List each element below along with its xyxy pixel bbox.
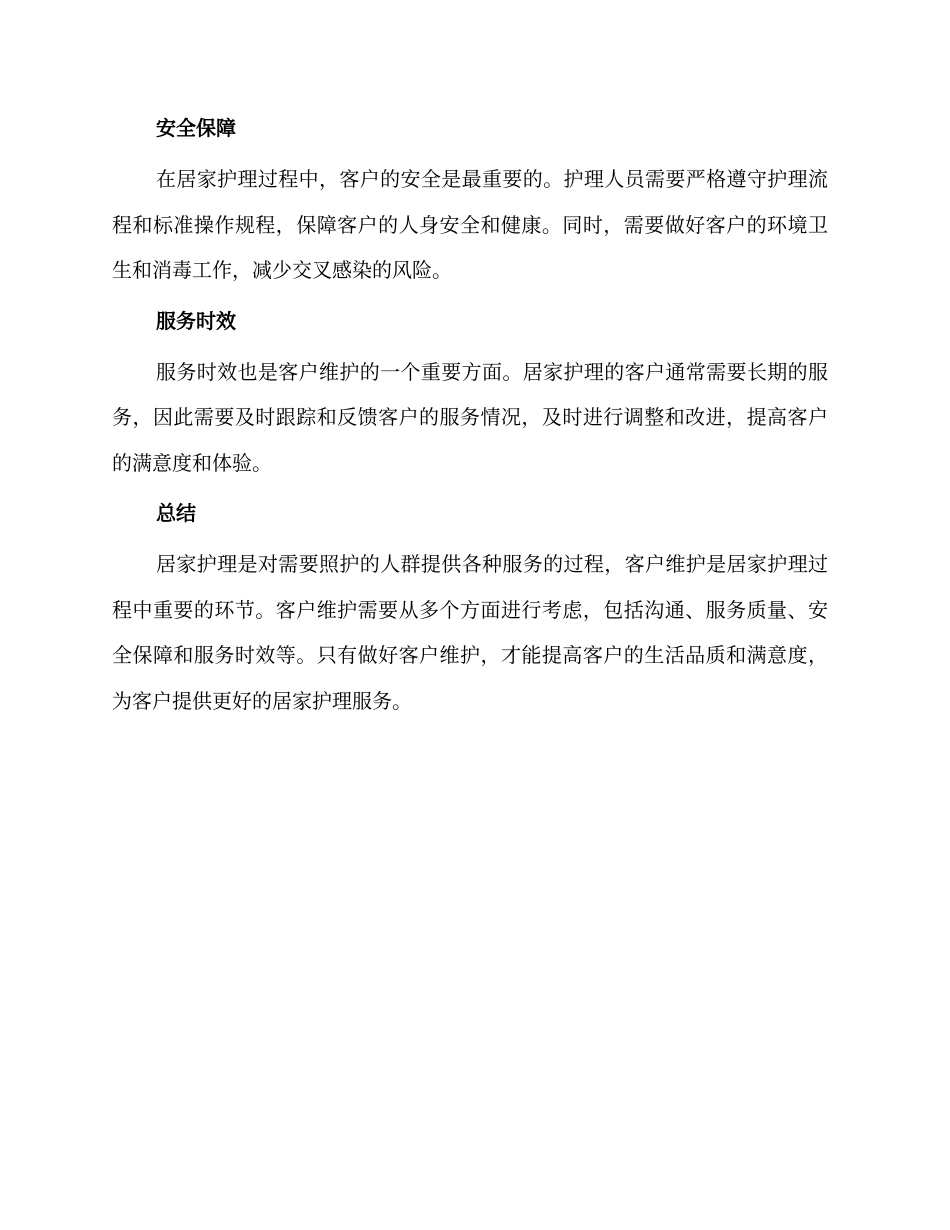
section-paragraph: 服务时效也是客户维护的一个重要方面。居家护理的客户通常需要长期的服务，因此需要及时跟踪和反馈客户的服务情况，及时进行调整和改进，提高客户的满意度和体验。 bbox=[112, 359, 828, 475]
section-heading: 总结 bbox=[156, 501, 196, 525]
section-paragraph: 居家护理是对需要照护的人群提供各种服务的过程，客户维护是居家护理过程中重要的环节。客户维护需要从多个方面进行考虑，包括沟通、服务质量、安全保障和服务时效等。只有做好客户维护，才能提高客户的生活品质和满意度，为客户提供更好的居家护理服务。 bbox=[112, 552, 828, 713]
section-heading: 安全保障 bbox=[156, 116, 236, 140]
section-paragraph: 在居家护理过程中，客户的安全是最重要的。护理人员需要严格遵守护理流程和标准操作规程，保障客户的人身安全和健康。同时，需要做好客户的环境卫生和消毒工作，减少交叉感染的风险。 bbox=[112, 167, 828, 282]
section-heading: 服务时效 bbox=[156, 308, 236, 333]
section-safety bbox=[112, 112, 828, 294]
section-summary bbox=[112, 497, 828, 724]
section-timeliness bbox=[112, 305, 828, 487]
